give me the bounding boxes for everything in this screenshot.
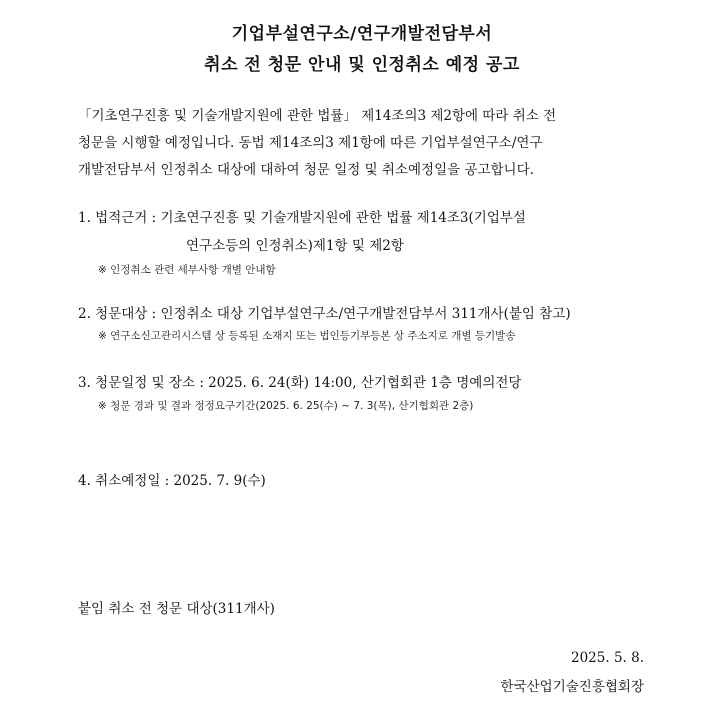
- issuer-signature: 한국산업기술진흥협회장: [500, 679, 644, 695]
- item-hearing-target: 2. 청문대상 : 인정취소 대상 기업부설연구소/연구개발전담부서 311개사(붙임 참고): [78, 306, 571, 322]
- page-subtitle: 취소 전 청문 안내 및 인정취소 예정 공고: [204, 55, 520, 75]
- item-legal-basis-continued: 연구소등의 인정취소)제1항 및 제2항: [186, 238, 404, 254]
- item-hearing-schedule-note: ※ 청문 경과 및 결과 정정요구기간(2025. 6. 25(수) ~ 7. 3(목), 산기협회관 2층): [98, 400, 474, 412]
- attachment-line: 붙임 취소 전 청문 대상(311개사): [78, 601, 275, 617]
- item-hearing-target-note: ※ 연구소신고관리시스템 상 등록된 소재지 또는 법인등기부등본 상 주소지로 개별 등기발송: [98, 330, 516, 342]
- item-cancellation-date: 4. 취소예정일 : 2025. 7. 9(수): [78, 473, 266, 489]
- intro-line: 개발전담부서 인정취소 대상에 대하여 청문 일정 및 취소예정일을 공고합니다.: [78, 162, 534, 178]
- intro-line: 청문을 시행할 예정입니다. 동법 제14조의3 제1항에 따른 기업부설연구소/연구: [78, 135, 543, 151]
- item-hearing-schedule: 3. 청문일정 및 장소 : 2025. 6. 24(화) 14:00, 산기협회관 1층 명예의전당: [78, 375, 522, 391]
- item-legal-basis-note: ※ 인정취소 관련 세부사항 개별 안내함: [98, 264, 276, 276]
- notice-date: 2025. 5. 8.: [571, 650, 644, 666]
- intro-paragraph: [78, 103, 648, 184]
- item-legal-basis: 1. 법적근거 : 기초연구진흥 및 기술개발지원에 관한 법률 제14조3(기업부설: [78, 210, 526, 226]
- intro-line: 「기초연구진흥 및 기술개발지원에 관한 법률」 제14조의3 제2항에 따라 취소 전: [78, 108, 557, 124]
- page-title: 기업부설연구소/연구개발전담부서: [231, 24, 493, 44]
